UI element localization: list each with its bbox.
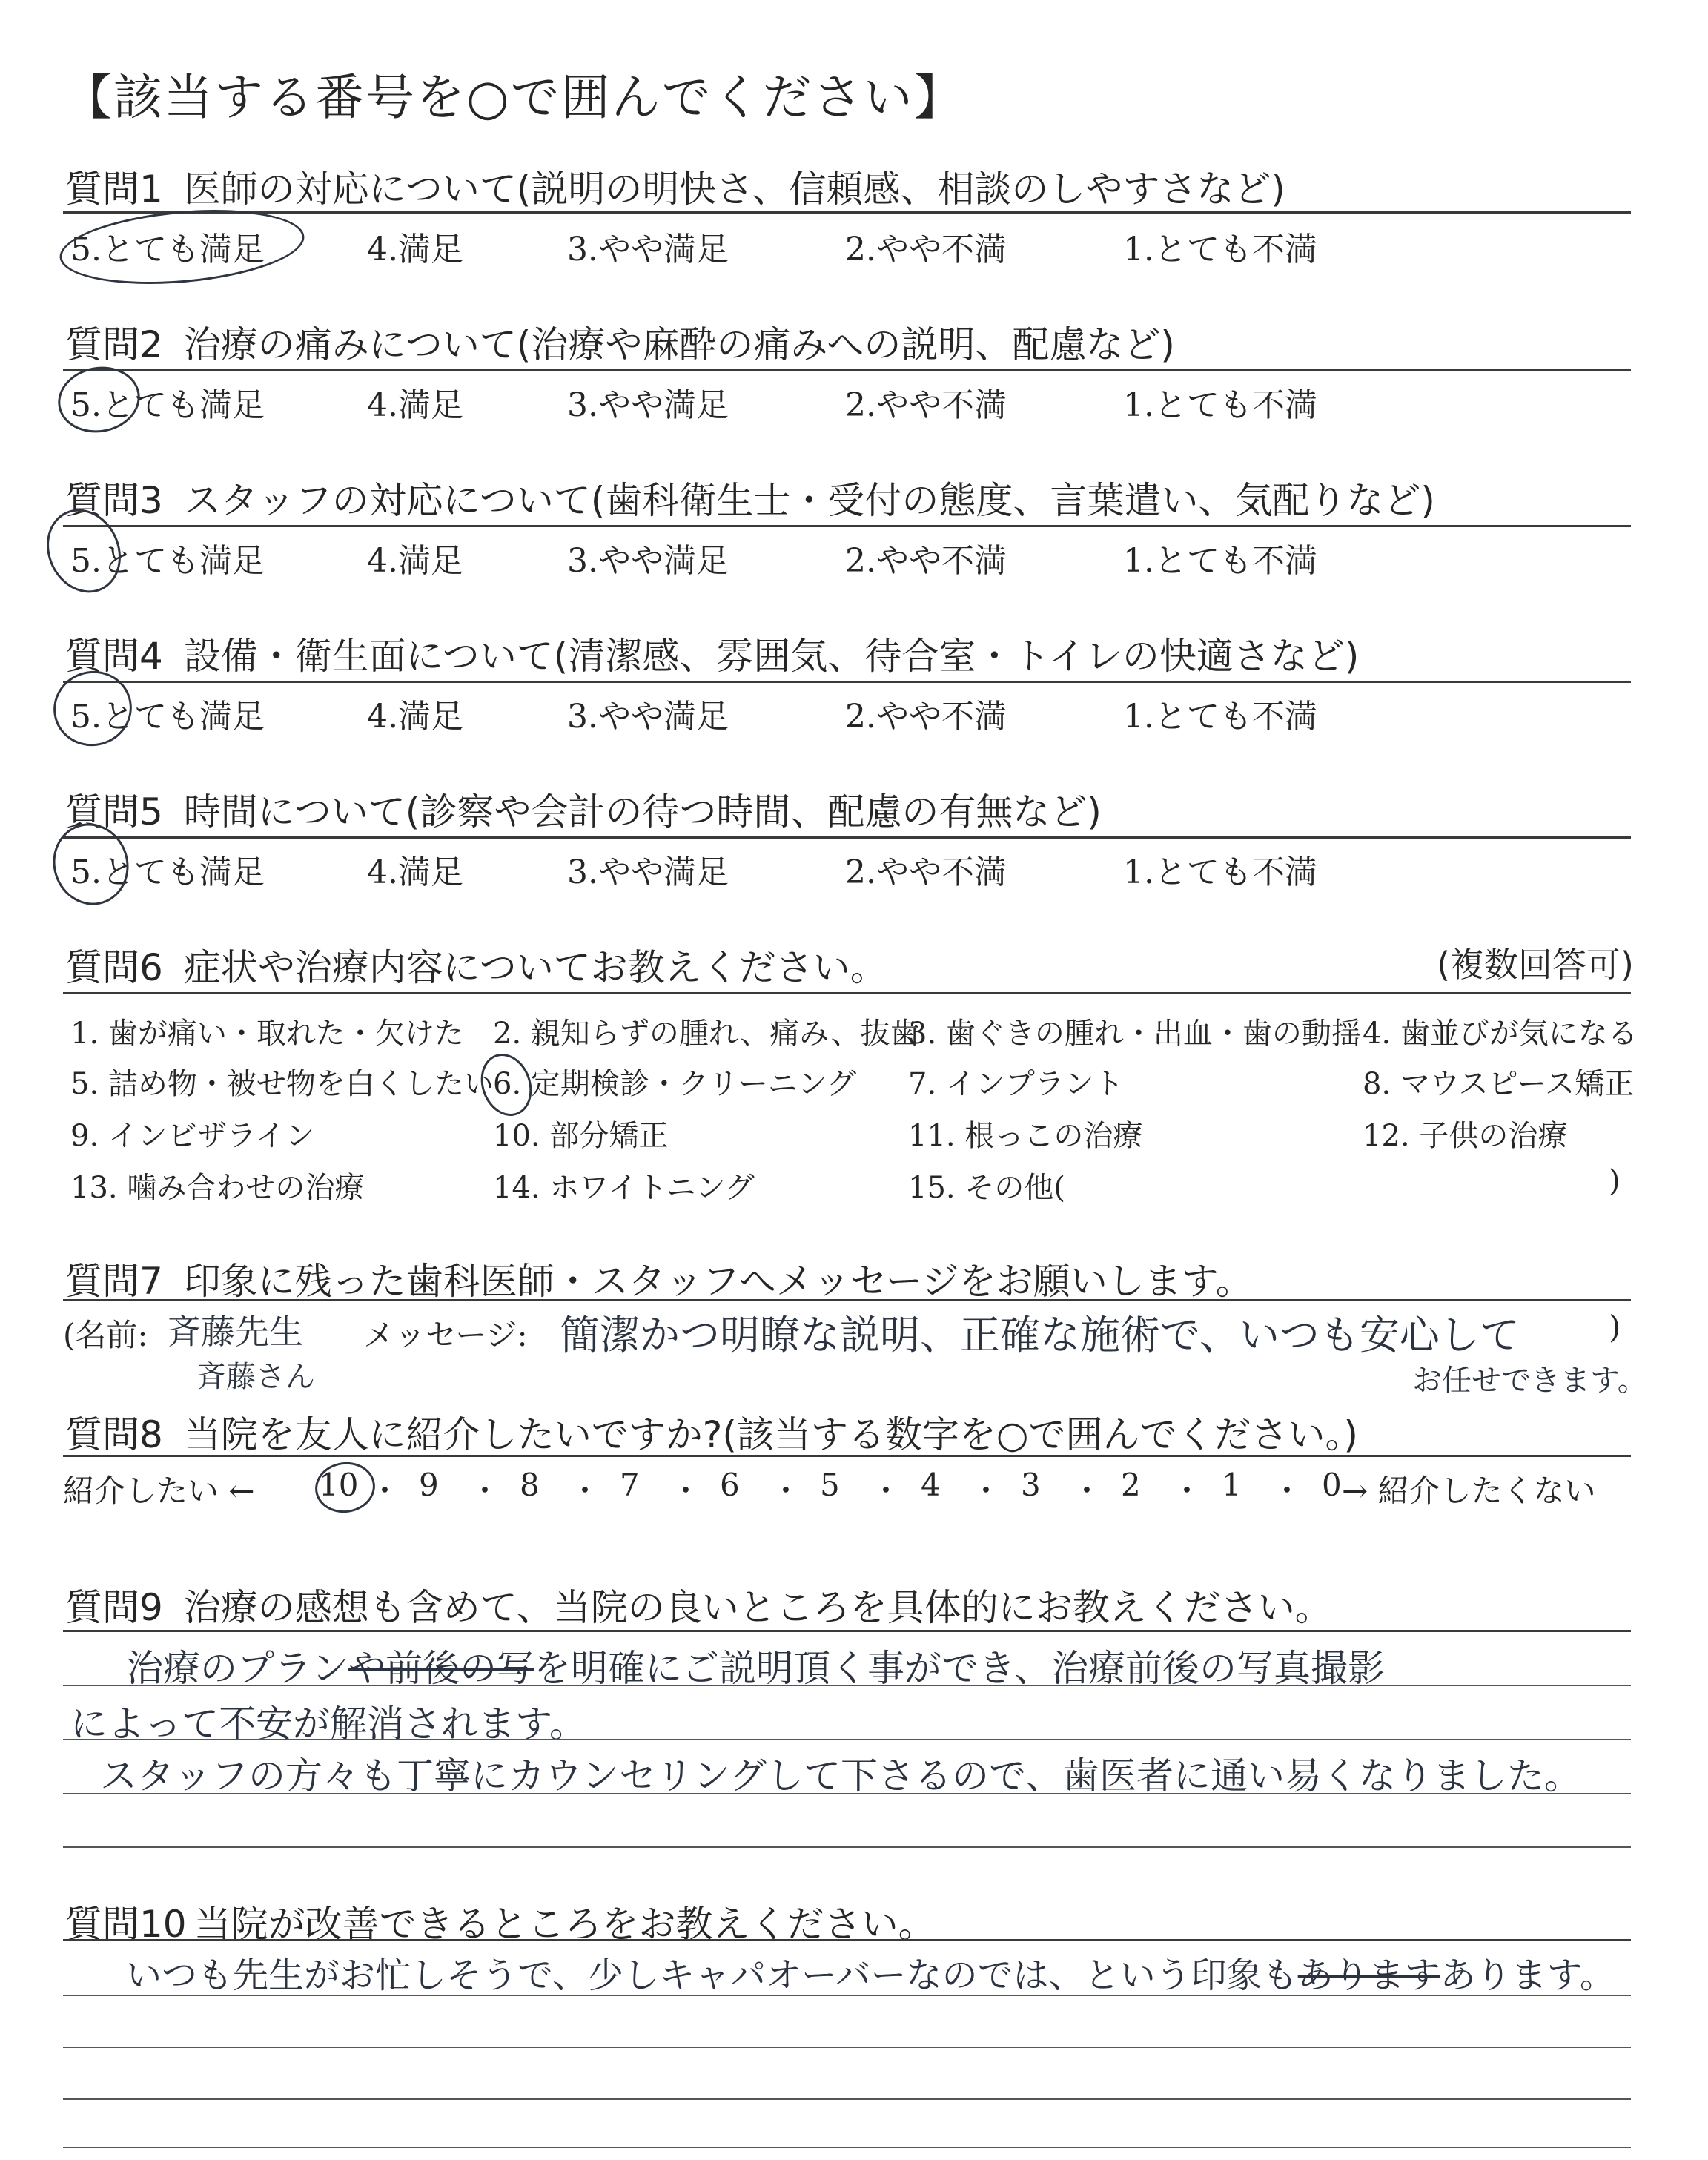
- form-header: 【該当する番号を○で囲んでください】: [63, 69, 964, 126]
- q1-selection-circle: [56, 201, 307, 293]
- q3-option-3[interactable]: 3.やや満足: [567, 542, 729, 580]
- q10-handwritten-line-1: いつも先生がお忙しそうで、少しキャパオーバーなのでは、という印象もありますあります。: [126, 1955, 1615, 1996]
- handwritten-message-1: 簡潔かつ明瞭な説明、正確な施術で、いつも安心して: [560, 1312, 1520, 1358]
- question-7-rule: [63, 1299, 1631, 1301]
- question-7-title: 質問7 印象に残った歯科医師・スタッフへメッセージをお願いします。: [65, 1260, 1253, 1303]
- q4-option-1[interactable]: 1.とても不満: [1123, 698, 1317, 736]
- question-4-title: 質問4 設備・衛生面について(清潔感、雰囲気、待合室・トイレの快適さなど): [65, 635, 1360, 678]
- question-8-rule: [63, 1455, 1631, 1457]
- q6-item-15-close: ): [1609, 1164, 1621, 1198]
- q6-item-12[interactable]: 12. 子供の治療: [1363, 1119, 1568, 1153]
- question-9-rule: [63, 1630, 1631, 1632]
- q2-option-5[interactable]: 5.とても満足: [70, 386, 265, 424]
- q3-option-4[interactable]: 4.満足: [367, 542, 463, 580]
- q10-answer-line-1: [63, 1995, 1631, 1996]
- q3-option-1[interactable]: 1.とても不満: [1123, 542, 1317, 580]
- q6-item-10[interactable]: 10. 部分矯正: [493, 1119, 669, 1153]
- q9-handwritten-line-3: スタッフの方々も丁寧にカウンセリングして下さるので、歯医者に通い易くなりました。: [100, 1754, 1581, 1797]
- handwritten-message-2: お任せできます。: [1412, 1364, 1647, 1398]
- question-5-rule: [63, 836, 1631, 839]
- question-2-rule: [63, 369, 1631, 371]
- question-2-title: 質問2 治療の痛みについて(治療や麻酔の痛みへの説明、配慮など): [65, 323, 1175, 366]
- name-label: (名前:: [63, 1317, 148, 1353]
- scale-separator-dot: ・: [1071, 1473, 1103, 1509]
- q9-answer-line-1: [63, 1685, 1631, 1686]
- q9-handwritten-line-1: 治療のプランや前後の写を明確にご説明頂く事ができ、治療前後の写真撮影: [126, 1647, 1385, 1690]
- scale-value-10[interactable]: 10: [319, 1467, 359, 1503]
- scale-value-9[interactable]: 9: [419, 1467, 439, 1503]
- q6-item-6[interactable]: 6. 定期検診・クリーニング: [493, 1067, 857, 1101]
- handwritten-name-1: 斉藤先生: [167, 1312, 303, 1352]
- scale-separator-dot: ・: [569, 1473, 601, 1509]
- handwritten-name-2: 斉藤さん: [196, 1360, 315, 1394]
- q4-option-2[interactable]: 2.やや不満: [845, 698, 1007, 736]
- q2-option-3[interactable]: 3.やや満足: [567, 386, 729, 424]
- scale-value-7[interactable]: 7: [620, 1467, 640, 1503]
- scale-value-4[interactable]: 4: [921, 1467, 941, 1503]
- question-8-title: 質問8 当院を友人に紹介したいですか?(該当する数字を○で囲んでください。): [65, 1413, 1358, 1456]
- q4-option-4[interactable]: 4.満足: [367, 698, 463, 736]
- scale-separator-dot: ・: [469, 1473, 501, 1509]
- q6-item-13[interactable]: 13. 噛み合わせの治療: [70, 1171, 365, 1205]
- scale-value-2[interactable]: 2: [1121, 1467, 1141, 1503]
- q6-item-15[interactable]: 15. その他(: [908, 1171, 1065, 1205]
- multiple-answers-note: (複数回答可): [1437, 945, 1634, 985]
- scale-separator-dot: ・: [770, 1473, 802, 1509]
- recommend-scale: [319, 1467, 1342, 1511]
- q5-option-1[interactable]: 1.とても不満: [1123, 853, 1317, 891]
- scale-separator-dot: ・: [970, 1473, 1002, 1509]
- question-5-title: 質問5 時間について(診察や会計の待つ時間、配慮の有無など): [65, 790, 1102, 833]
- q4-option-5[interactable]: 5.とても満足: [70, 698, 265, 736]
- q9-answer-line-3: [63, 1793, 1631, 1794]
- scale-value-3[interactable]: 3: [1021, 1467, 1041, 1503]
- question-3-title: 質問3 スタッフの対応について(歯科衛生士・受付の態度、言葉遣い、気配りなど): [65, 479, 1435, 522]
- scale-value-5[interactable]: 5: [820, 1467, 840, 1503]
- q2-option-4[interactable]: 4.満足: [367, 386, 463, 424]
- question-9-title: 質問9 治療の感想も含めて、当院の良いところを具体的にお教えください。: [65, 1586, 1332, 1629]
- q2-option-1[interactable]: 1.とても不満: [1123, 386, 1317, 424]
- scale-value-6[interactable]: 6: [720, 1467, 740, 1503]
- q1-option-3[interactable]: 3.やや満足: [567, 231, 729, 268]
- question-4-rule: [63, 681, 1631, 683]
- scale-separator-dot: ・: [369, 1473, 401, 1509]
- q6-item-9[interactable]: 9. インビザライン: [70, 1119, 315, 1153]
- q5-option-5[interactable]: 5.とても満足: [70, 853, 265, 891]
- q1-option-4[interactable]: 4.満足: [367, 231, 463, 268]
- question-10-title: 質問10 当院が改善できるところをお教えください。: [65, 1903, 936, 1946]
- scale-separator-dot: ・: [1171, 1473, 1203, 1509]
- q6-item-2[interactable]: 2. 親知らずの腫れ、痛み、抜歯: [493, 1017, 920, 1051]
- q4-option-3[interactable]: 3.やや満足: [567, 698, 729, 736]
- recommend-right-label: → 紹介したくない: [1342, 1473, 1596, 1509]
- q1-option-5[interactable]: 5.とても満足: [70, 231, 265, 268]
- q9-handwritten-line-2: によって不安が解消されます。: [70, 1702, 586, 1745]
- q6-item-1[interactable]: 1. 歯が痛い・取れた・欠けた: [70, 1017, 464, 1051]
- q9-answer-line-2: [63, 1739, 1631, 1740]
- q5-option-3[interactable]: 3.やや満足: [567, 853, 729, 891]
- question-3-rule: [63, 525, 1631, 527]
- question-6-rule: [63, 992, 1631, 994]
- scale-separator-dot: ・: [870, 1473, 902, 1509]
- question-1-rule: [63, 211, 1631, 214]
- q1-option-2[interactable]: 2.やや不満: [845, 231, 1007, 268]
- q3-option-2[interactable]: 2.やや不満: [845, 542, 1007, 580]
- q6-item-4[interactable]: 4. 歯並びが気になる: [1363, 1017, 1638, 1051]
- scale-value-8[interactable]: 8: [520, 1467, 540, 1503]
- q6-item-8[interactable]: 8. マウスピース矯正: [1363, 1067, 1635, 1101]
- scale-value-0[interactable]: 0: [1322, 1467, 1342, 1503]
- q6-item-14[interactable]: 14. ホワイトニング: [493, 1171, 755, 1205]
- q6-item-11[interactable]: 11. 根っこの治療: [908, 1119, 1143, 1153]
- scale-separator-dot: ・: [1271, 1473, 1303, 1509]
- q2-selection-circle: [53, 360, 145, 439]
- message-label: メッセージ:: [363, 1317, 528, 1353]
- q10-answer-line-3: [63, 2098, 1631, 2100]
- question-10-rule: [63, 1939, 1631, 1941]
- question-1-title: 質問1 医師の対応について(説明の明快さ、信頼感、相談のしやすさなど): [65, 168, 1285, 211]
- q6-item-5[interactable]: 5. 詰め物・被せ物を白くしたい: [70, 1067, 494, 1101]
- q2-option-2[interactable]: 2.やや不満: [845, 386, 1007, 424]
- message-close-paren: ): [1609, 1309, 1621, 1345]
- question-6-title: 質問6 症状や治療内容についてお教えください。: [65, 946, 887, 989]
- q10-answer-line-4: [63, 2147, 1631, 2148]
- recommend-left-label: 紹介したい ←: [63, 1473, 255, 1509]
- q10-answer-line-2: [63, 2047, 1631, 2048]
- scale-value-1[interactable]: 1: [1222, 1467, 1242, 1503]
- q6-item-3[interactable]: 3. 歯ぐきの腫れ・出血・歯の動揺: [908, 1017, 1361, 1051]
- q5-option-4[interactable]: 4.満足: [367, 853, 463, 891]
- q5-option-2[interactable]: 2.やや不満: [845, 853, 1007, 891]
- q3-option-5[interactable]: 5.とても満足: [70, 542, 265, 580]
- q6-item-7[interactable]: 7. インプラント: [908, 1067, 1124, 1101]
- q1-option-1[interactable]: 1.とても不満: [1123, 231, 1317, 268]
- q9-answer-line-4: [63, 1846, 1631, 1848]
- scale-separator-dot: ・: [670, 1473, 702, 1509]
